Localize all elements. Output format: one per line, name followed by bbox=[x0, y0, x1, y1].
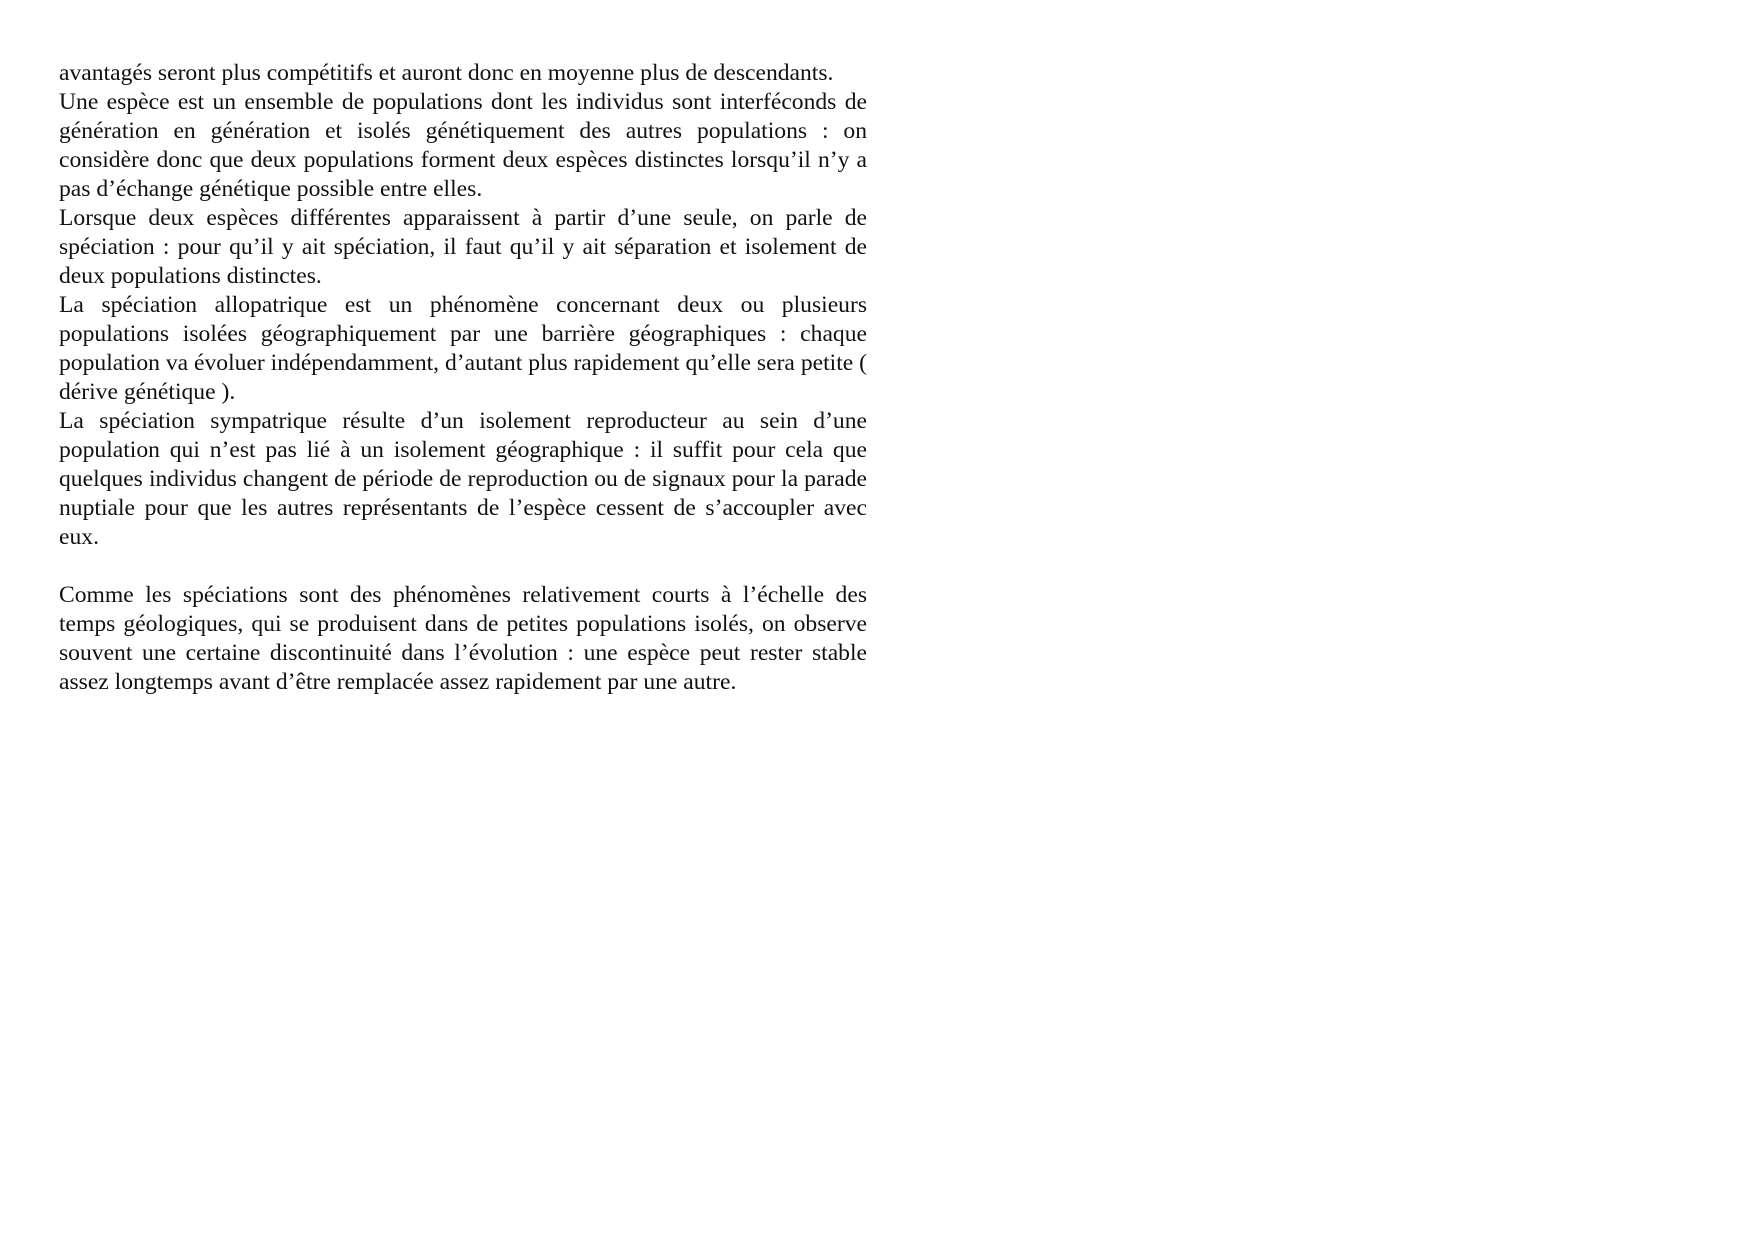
paragraph-discontinuity: Comme les spéciations sont des phénomènes relativement courts à l’échelle des temps géologiques, qui se produisent dans de petites populations isolés, on observe souvent une certaine discontinuité dans l’évolution : une espèce peut rester stable assez longtemps avant d’être remplacée assez rapidement par une autre. bbox=[59, 582, 867, 695]
paragraph-speciation: Lorsque deux espèces différentes apparaissent à partir d’une seule, on parle de spéciation : pour qu’il y ait spéciation, il faut qu’il y ait séparation et isolement de deux populations distinctes. bbox=[59, 205, 867, 289]
text-column bbox=[59, 59, 867, 697]
paragraph-allopatric-speciation: La spéciation allopatrique est un phénomène concernant deux ou plusieurs populations isolées géographiquement par une barrière géographiques : chaque population va évoluer indépendamment, d’autant plus rapidement qu’elle sera petite ( dérive génétique ). bbox=[59, 292, 867, 405]
paragraph-sympatric-speciation: La spéciation sympatrique résulte d’un isolement reproducteur au sein d’une population qui n’est pas lié à un isolement géographique : il suffit pour cela que quelques individus changent de période de reproduction ou de signaux pour la parade nuptiale pour que les autres représentants de l’espèce cessent de s’accoupler avec eux. bbox=[59, 408, 867, 550]
paragraph-descendants: avantagés seront plus compétitifs et auront donc en moyenne plus de descendants. bbox=[59, 60, 834, 86]
paragraph-species-definition: Une espèce est un ensemble de populations dont les individus sont interféconds de génération en génération et isolés génétiquement des autres populations : on considère donc que deux populations forment deux espèces distinctes lorsqu’il n’y a pas d’échange génétique possible entre elles. bbox=[59, 89, 867, 202]
